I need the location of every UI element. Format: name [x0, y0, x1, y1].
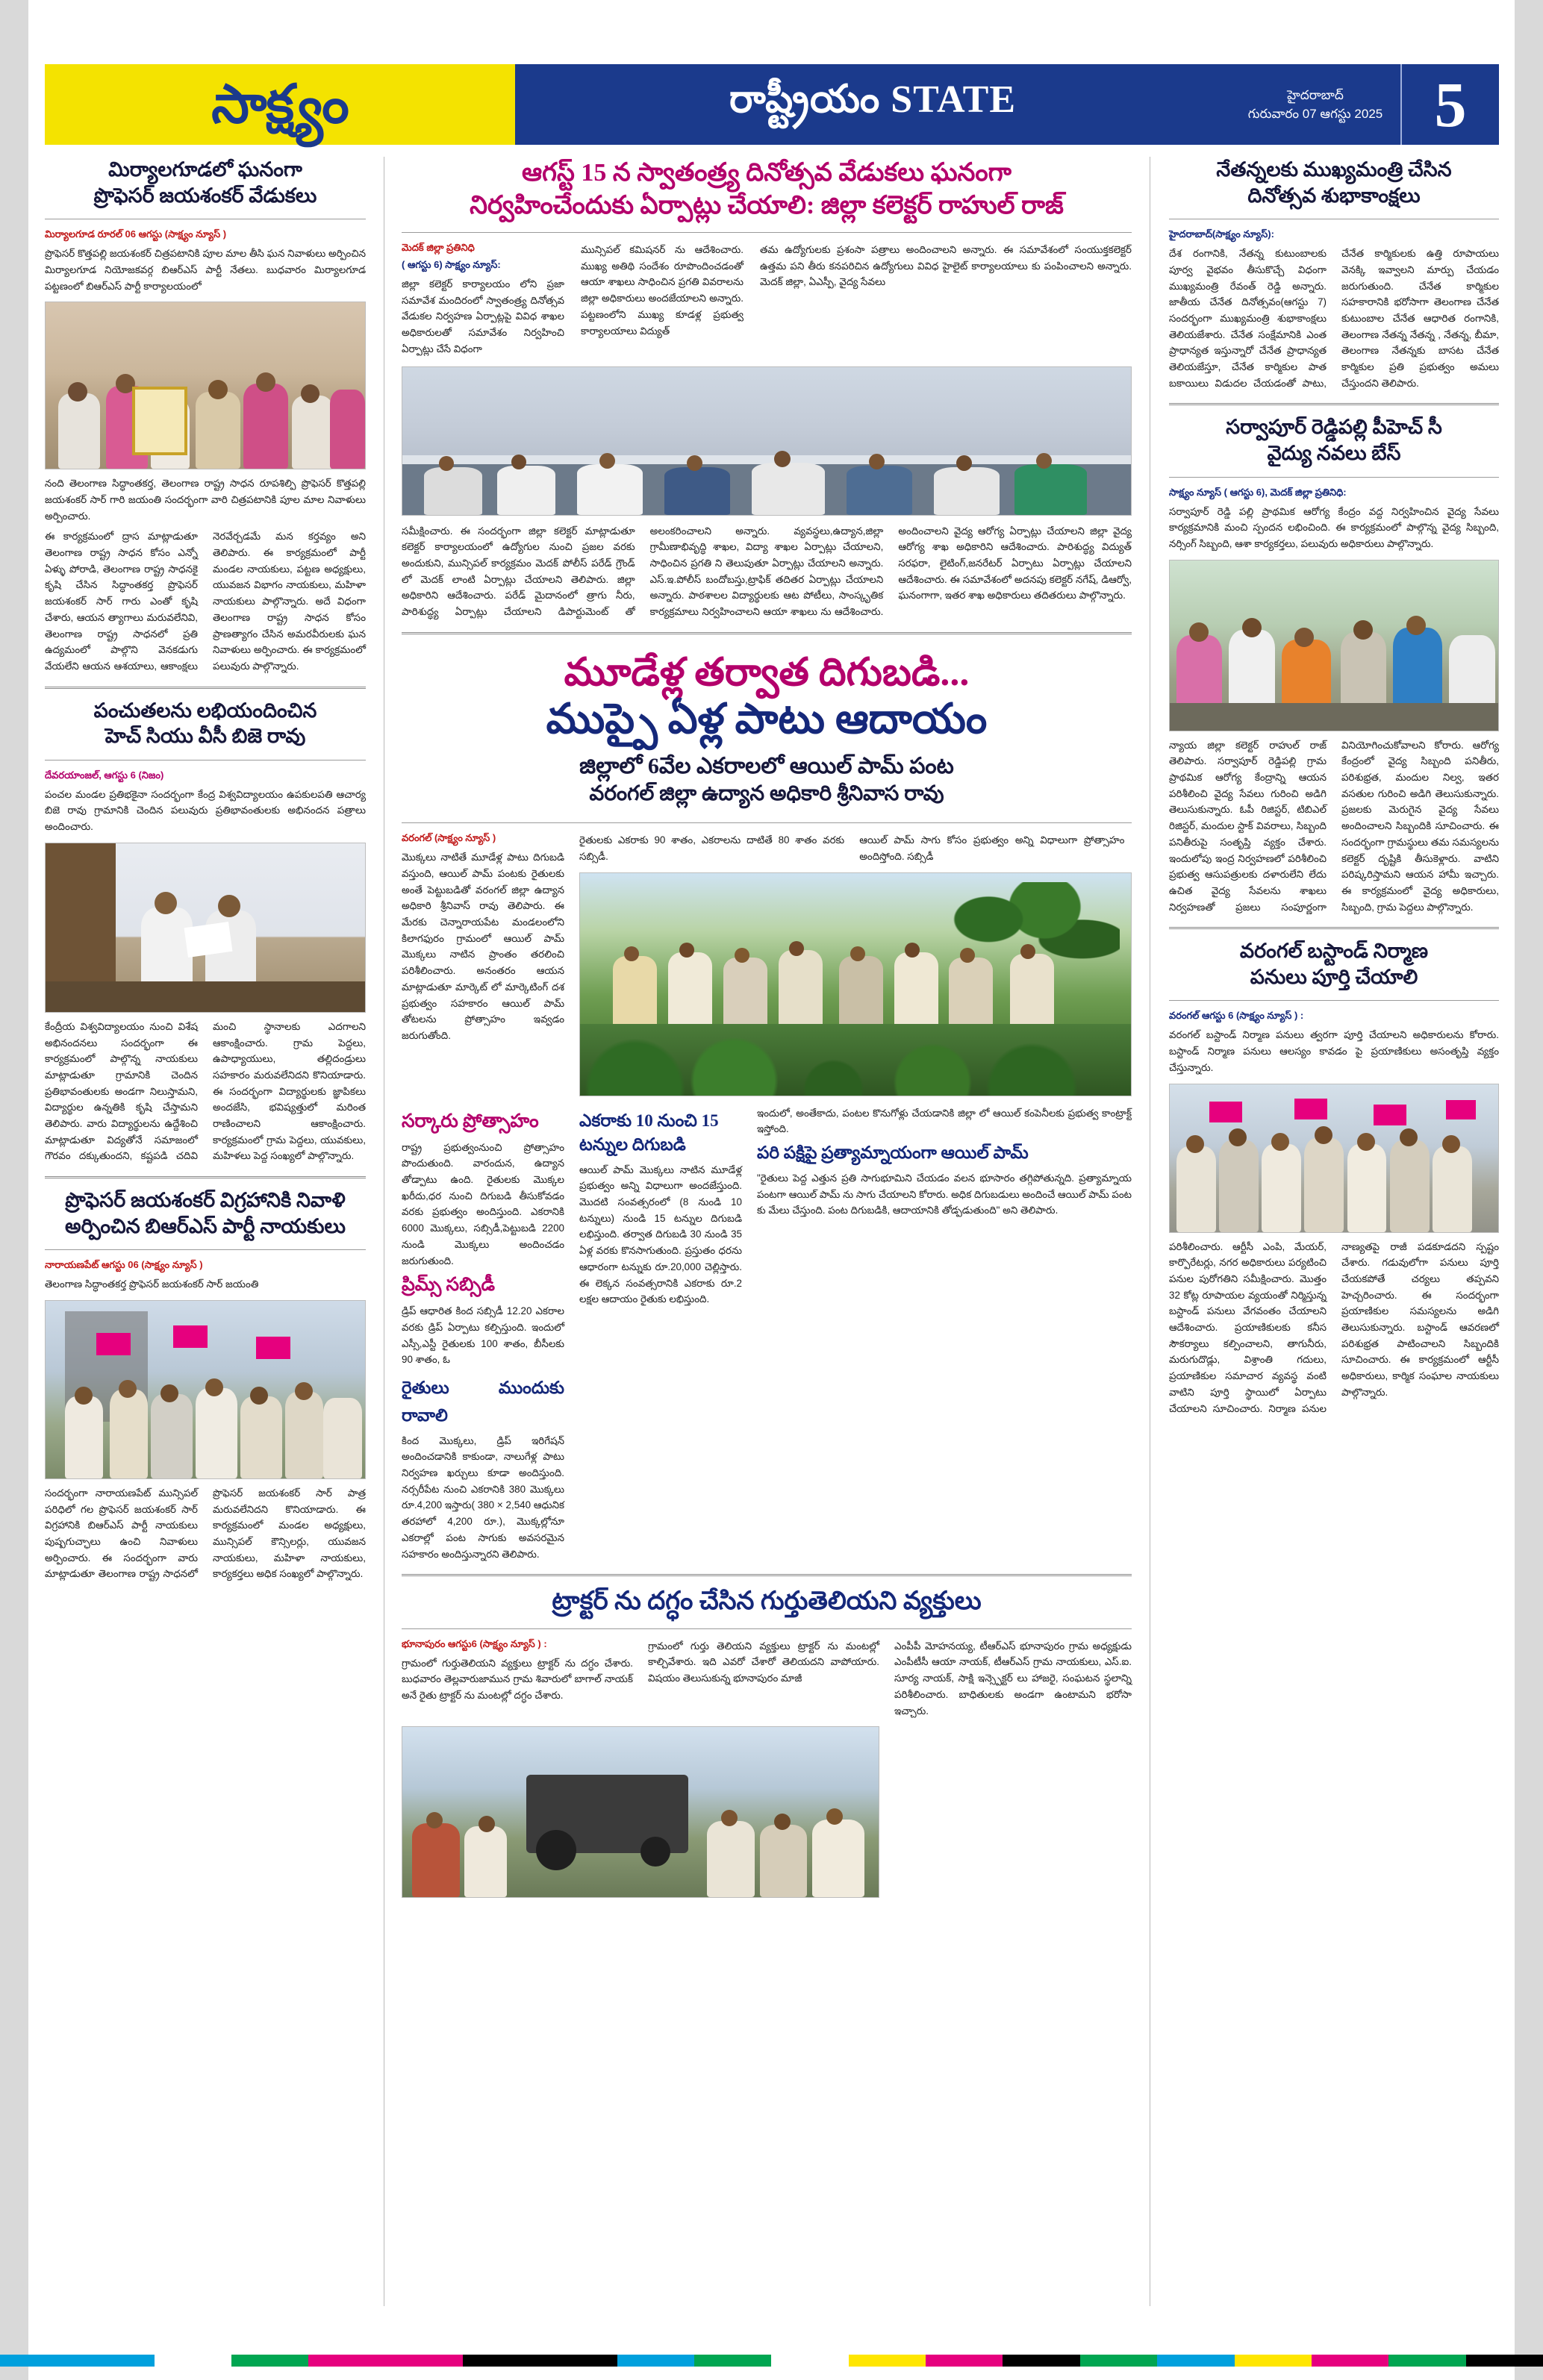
- lead-headline: ఆగస్ట్ 15 న స్వాతంత్ర్య దినోత్సవ వేడుకలు ఘనంగా నిర్వహించేందుకు ఏర్పాట్లు చేయాలి: జిల్లా కలెక్టర్ రాహుల్ రాజ్: [470, 159, 1064, 219]
- article-miryalaguda-byline: మిర్యాలగూడ రూరల్ 06 ఆగస్టు (సాక్ష్యం న్యూస్ ): [45, 228, 227, 240]
- feature-sub-col-1: [402, 1105, 564, 1368]
- feature-sub4-head: రైతులు ముందుకు రావాలి: [402, 1378, 564, 1425]
- feature-text-3: ఆయిల్ పామ్ సాగు కోసం ప్రభుత్వం అన్ని విధాలుగా ప్రోత్సాహం అందిస్తోంది. సబ్సిడీ: [859, 834, 1125, 862]
- middle-column: [402, 157, 1132, 1898]
- lead-body: [402, 523, 1132, 620]
- page-trim-left: [0, 0, 28, 2380]
- lead-text-3: తమ ఉద్యోగులకు ప్రశంసా పత్రాలు అందించాలని అన్నారు. ఈ సమావేశంలో సంయుక్తకలెక్టర్ ఉత్తమ పని తీరు కనపరిచిన ఉద్యోగులు వివిధ హైలైట్ కార్యాలయాలు కు పంపించాలని అన్నారు. మెదక్ జిల్లా, ఏఎస్పీ, వైద్య సేవలు: [760, 244, 1132, 288]
- divider: [1169, 1000, 1499, 1001]
- article-jayashankar-tribute-intro: తెలంగాణ సిద్ధాంతకర్త ప్రొఫెసర్ జయశంకర్ సార్ జయంతి: [45, 1278, 259, 1290]
- article-cm-handloom-greetings: [1169, 157, 1499, 391]
- feature-sub4-block: [402, 1374, 564, 1562]
- feature-col-sub-text: ఇందులో, అంతేకాదు, పంటల కొనుగోళ్లు చేయడానికి జిల్లా లో ఆయిల్ కంపెనీలకు ప్రభుత్వ కాంట్రాక్ట్ ఇస్తోంది.: [757, 1107, 1132, 1135]
- divider: [402, 1574, 1132, 1576]
- photo-phc-inspection: [1169, 560, 1499, 731]
- photo-oil-palm-field: [579, 872, 1132, 1096]
- phc-headline: సర్వాపూర్ రెడ్డిపల్లి పీహెచ్ సీ వైద్యు నవలు బేస్: [1226, 416, 1442, 464]
- tractor-text-2: గ్రామంలో గుర్తు తెలియని వ్యక్తులు ట్రాక్టర్ ను మంటల్లో కాల్చివేశారు. ఇది ఎవరో చేశారో తెలియదని వాపోయారు. విషయం తెలుసుకున్న భూనాపురం మాజీ: [648, 1640, 879, 1684]
- lead-body-3: అందించాలని వైద్య ఆరోగ్య ఏర్పాట్లు చేయాలని జిల్లా వైద్య ఆరోగ్య శాఖ అధికారిని ఆదేశించారు. పారిశుద్ధ్య విద్యుత్ సరఫరా, లైటింగ్,జనరేటర్ ఏర్పాటు ఏర్పాట్లు చేయాలని ఆదేశించారు. ఈ సమావేశంలో అదనపు కలెక్టర్ నగేష్, డిఆర్వో, ఘనంగాగా, ఇతర శాఖ అధికారులు తదితరులు పాల్గొన్నారు.: [898, 525, 1132, 602]
- feature-col-2: [579, 832, 1132, 1096]
- article-oil-palm-feature: [402, 643, 1132, 1562]
- lead-byline: మెదక్ జిల్లా ప్రతినిధి: [402, 242, 475, 254]
- masthead-section-title: రాష్ట్రీయం STATE: [729, 78, 1017, 121]
- article-hcu-vc-headline: పంచుతలను లభియందించిన హెచ్ సియు వీసీ బిజె రావు: [93, 699, 317, 748]
- bus-stand-headline: వరంగల్ బస్టాండ్ నిర్మాణ పనులు పూర్తి చేయాలి: [1239, 940, 1429, 988]
- photo-jayashankar-statue: [45, 1300, 366, 1479]
- divider: [1169, 403, 1499, 405]
- bus-stand-intro: వరంగల్ బస్టాండ్ నిర్మాణ పనులు త్వరగా పూర్తి చేయాలని అధికారులను కోరారు. బస్టాండ్ నిర్మాణ పనులు ఆలస్యం కావడం పై ప్రయాణికులు అసంతృప్తి వ్యక్తం చేస్తున్నారు.: [1169, 1029, 1499, 1073]
- article-jayashankar-tribute-body: సందర్భంగా నారాయణపేట్ మున్సిపల్ పరిధిలో గల ప్రొఫెసర్ జయశంకర్ సార్ విగ్రహానికి బిఆర్ఎస్ పార్టీ నాయకులు పుష్పగుచ్ఛాలు ఉంచి నివాళులు అర్పించారు. ఈ సందర్భంగా వారు మాట్లాడుతూ తెలంగాణ రాష్ట్ర సాధనలో ప్రొఫెసర్ జయశంకర్ సార్ పాత్ర మరువలేనిదని కొనియాడారు. ఈ కార్యక్రమంలో మండల అధ్యక్షులు, మున్సిపల్ కౌన్సిలర్లు, యువజన నాయకులు, మహిళా నాయకులు, కార్యకర్తలు అధిక సంఖ్యలో పాల్గొన్నారు.: [45, 1487, 366, 1580]
- tractor-col-2: [648, 1638, 879, 1720]
- divider: [45, 1249, 366, 1250]
- phc-byline: సాక్ష్యం న్యూస్ ( ఆగస్టు 6), మెదక్ జిల్లా ప్రతినిధి:: [1169, 486, 1347, 498]
- masthead-dateblock: [1230, 64, 1402, 145]
- lead-col-2: [581, 242, 744, 357]
- lead-body-2: డిపార్టుమెంట్ తో అలంకరించాలని అన్నారు. వ్యవస్థలు,ఉద్యాన,జిల్లా గ్రామీణాభివృద్ధి శాఖల, విద్యా శాఖల ఏర్పాట్లు చేయాలని, సాధించిన ప్రగతి ని తెలుపుతూ ఏర్పాట్లు చేయాలని అన్నారు. ఎస్.ఇ.పోలీస్ బందోబస్తు,ట్రాఫిక్ తదితర ఏర్పాట్లు చేయాలని అన్నారు. పాఠశాలల విద్యార్థులకు ఆట పోటీలు, సాంస్కృతిక కార్యక్రమాలు నిర్వహించాలని ఆయా శాఖలు ను ఆదేశించారు.: [558, 525, 884, 618]
- feature-sub-col-2: [579, 1105, 742, 1368]
- lead-byline-2: ( ఆగస్టు 6) సాక్ష్యం న్యూస్:: [402, 259, 501, 271]
- phc-intro: సర్వాపూర్ రెడ్డి పల్లి ప్రాథమిక ఆరోగ్య కేంద్రం వద్ద నిర్వహించిన వైద్య సేవలు కార్యక్రమానికి మంచి స్పందన లభించింది. ఈ కార్యక్రమంలో పాల్గొన్న వైద్య సిబ్బంది, నర్సింగ్ సిబ్బంది, ఆశా కార్యకర్తలు, పలువురు అధికారులు పాల్గొన్నారు.: [1169, 505, 1499, 549]
- divider: [402, 822, 1132, 823]
- masthead-section: [515, 64, 1230, 145]
- cm-handloom-byline: హైదరాబాద్(సాక్ష్యం న్యూస్):: [1169, 228, 1274, 240]
- feature-sub2-text: ఆయిల్ పామ్ మొక్కలు నాటిన మూడేళ్ల ప్రభుత్వం అన్ని విధాలుగా అందజేస్తుంది. మొదటి సంవత్సరంలో (8 నుండి 10 టన్నులు) నుండి 15 టన్నుల దిగుబడి లభిస్తుంది. తర్వాత దిగుబడి 30 నుండి 35 ఏళ్ల వరకు కొనసాగుతుంది. ప్రస్తుతం ధరను ఆధారంగా టన్నుకు రూ.20,000 చెల్లిస్తారు. ఈ లెక్కన సంవత్సరానికి ఎకరాకు రూ.2 లక్షల ఆదాయం రైతుకు లభిస్తుంది.: [579, 1164, 742, 1305]
- tractor-text-1: గ్రామంలో గుర్తుతెలియని వ్యక్తులు ట్రాక్టర్ ను దగ్ధం చేశారు. బుధవారం తెల్లవారుజామున గ్రామ శివారులో బాగాల్ నాయక్ అనే రైతు ట్రాక్టర్ ను మంటల్లో దగ్ధం చేశారు.: [402, 1657, 633, 1702]
- feature-subhead-1: జిల్లాలో 6వేల ఎకరాలలో ఆయిల్ పామ్ పంట: [579, 753, 954, 778]
- divider: [1169, 477, 1499, 478]
- article-jayashankar-tribute-byline: నారాయణపేట్ ఆగస్టు 06 (సాక్ష్యం న్యూస్ ): [45, 1259, 203, 1271]
- tractor-byline: భూనాపురం ఆగస్టు6 (సాక్ష్యం న్యూస్ ) :: [402, 1637, 547, 1649]
- divider: [45, 687, 366, 689]
- article-hcu-vc-body: కేంద్రీయ విశ్వవిద్యాలయం నుంచి విశేష అభినందనలు సందర్భంగా ఈ కార్యక్రమంలో పాల్గొన్న నాయకులు మాట్లాడుతూ గ్రామానికి చెందిన ప్రతిభావంతులకు అండగా నిలుస్తామని, విద్యార్థుల ఉన్నతికి కృషి చేస్తామని తెలిపారు. వారు విద్యార్థులను ఉద్దేశించి మాట్లాడుతూ విద్యతోనే సమాజంలో గౌరవం దక్కుతుందని, కష్టపడి చదివి మంచి స్థానాలకు ఎదగాలని ఆకాంక్షించారు. గ్రామ పెద్దలు, ఉపాధ్యాయులు, తల్లిదండ్రులు సహకారం మరువలేనిదని కొనియాడారు. ఈ సందర్భంగా విద్యార్థులకు జ్ఞాపికలు అందజేసి, భవిష్యత్తులో మరింత రాణించాలని ఆకాంక్షించారు. కార్యక్రమంలో గ్రామ పెద్దలు, యువకులు, మహిళలు పెద్ద సంఖ్యలో పాల్గొన్నారు.: [45, 1020, 366, 1162]
- article-miryalaguda-caption: నంది తెలంగాణ సిద్ధాంతకర్త, తెలంగాణ రాష్ట్ర సాధన రూపశిల్పి ప్రొఫెసర్ కొత్తపల్లి జయశంకర్ సార్ గారి జయంతి సందర్భంగా వారి చిత్రపటానికి పూల మాల నివాళులు అర్పించారు.: [45, 478, 366, 522]
- page-trim-right: [1515, 0, 1543, 2380]
- article-phc-medical-services: [1169, 414, 1499, 915]
- masthead-date: గురువారం 07 ఆగస్టు 2025: [1247, 107, 1383, 121]
- color-registration-bar: [0, 2355, 1543, 2367]
- feature-sub5-head: పరి పక్షిపై ప్రత్యామ్నాయంగా ఆయిల్ పామ్: [757, 1143, 1029, 1163]
- feature-headline-1: మూడేళ్ల తర్వాత దిగుబడి...: [564, 651, 970, 694]
- feature-sub1-head: సర్కారు ప్రోత్సాహం: [402, 1111, 539, 1131]
- feature-subhead-2: వరంగల్ జిల్లా ఉద్యాన అధికారి శ్రీనివాస రావు: [589, 781, 944, 805]
- masthead-logo-text: సాక్ష్యం: [211, 75, 349, 134]
- article-miryalaguda-body: ఈ కార్యక్రమంలో ద్రాస మాట్లాడుతూ తెలంగాణ రాష్ట్ర సాధన కోసం ఎన్నో ఏళ్ళు పోరాడి, తెలంగాణ రాష్ట్ర సాధనకై కృషి చేసిన సిద్ధాంతకర్త ప్రొఫెసర్ జయశంకర్ సార్ గారు ఎంతో కృషి చేశారు, ఆయన త్యాగాలు మరువలేనివి, తెలంగాణ రాష్ట్ర సాధనలో ప్రతి ఉద్యమంలో పాల్గొని వెనకడుగు వేయలేని ఆయన ఆశయాలు, ఆకాంక్షలు నెరవేర్చడమే మన కర్తవ్యం అని తెలిపారు. ఈ కార్యక్రమంలో పార్టీ మండల నాయకులు, పట్టణ అధ్యక్షులు, యువజన విభాగం నాయకులు, మహిళా నాయకులు పాల్గొన్నారు. అదే విధంగా తెలంగాణ రాష్ట్ర సాధన కోసం ప్రాణత్యాగం చేసిన అమరవీరులకు ఘన నివాళులు అర్పించారు. ఈ కార్యక్రమంలో పలువురు పాల్గొన్నారు.: [45, 531, 366, 672]
- feature-text-1: మొక్కలు నాటితే మూడేళ్ల పాటు దిగుబడి వస్తుంది, ఆయిల్ పామ్ పంటకు రైతులకు అంతే పెట్టుబడితో వరంగల్ జిల్లా ఉద్యాన అధికారి శ్రీనివాస్ రావు తెలిపారు. ఈ మేరకు చెన్నారాయపేట మండలంలోని కిలాగఫురం గ్రామంలో ఆయిల్ పామ్ మొక్కలు నాటిన ప్రాంతం తరలించి పరిశీలించారు. అనంతరం ఆయన మాట్లాడుతూ మార్కెట్ లో మార్కెటింగ్ దశ ప్రభుత్వం సహకారం ఆయిల్ పామ్ తోటలను ప్రోత్సాహం ఇవ్వడం జరుగుతోంది.: [402, 852, 564, 1041]
- feature-headline-2: ముప్పై ఏళ్ల పాటు ఆదాయం: [546, 696, 988, 743]
- article-jayashankar-tribute: [45, 1187, 366, 1582]
- divider: [402, 1628, 1132, 1629]
- feature-sub4-text: కింద మొక్కలు, డ్రిప్ ఇరిగేషన్ అందించడానికి కాకుండా, నాలుగేళ్ల పాటు నిర్వహణ ఖర్చులు కూడా అందిస్తుంది. నర్సరీపేట నుంచి ఎకరానికి 380 మొక్కలు రూ.4,200 ఇస్తారు( 380 × 2,540 ఆధునిక తరహాలో 4,200 రూ.), మొక్కల్లోనూ ఎకరాల్లో పంట సాగుకు అవసరమైన సహకారం అందిస్తున్నారని తెలిపారు.: [402, 1434, 564, 1560]
- feature-sub3-head: ప్రిమ్స్ సబ్సిడీ: [402, 1275, 496, 1296]
- article-hcu-vc-intro: పంచల మండల ప్రతిభకైనా సందర్భంగా కేంద్ర విశ్వవిద్యాలయం ఉపకులపతి ఆచార్య బిజె రావు గ్రామానికి చెందిన పలువురు ప్రతిభావంతులకు అభినందన పత్రాలు అందించారు.: [45, 788, 366, 833]
- feature-sub5-text: "రైతులు పెద్ద ఎత్తున ప్రతి సాగుభూమిని చేయడం వలన భూసారం తగ్గిపోతున్నది. ప్రత్యామ్నాయ పంటగా ఆయిల్ పామ్ ను సాగు చేయాలని కోరారు. అధిక దిగుబడులు అందించే ఆయిల్ పామ్ పంట కు మేలు చేస్తుంది. పంట దిగుబడికి, ఆదాయానికి తోడ్పడుతుంది" అని తెలిపారు.: [757, 1172, 1132, 1216]
- masthead-logo: [45, 64, 515, 145]
- article-miryalaguda-intro: ప్రొఫెసర్ కొత్తపల్లి జయశంకర్ చిత్రపటానికి పూల మాల తీసి ఘన నివాళులు అర్పించిన మిర్యాలగూడ నియోజకవర్గ బిఆర్ఎస్ పార్టీ నేతలు. బుధవారం మిర్యాలగూడ పట్టణంలో బిఆర్ఎస్ పార్టీ కార్యాలయంలో: [45, 248, 366, 292]
- feature-bottom-row: [402, 1105, 1132, 1368]
- article-miryalaguda-headline: మిర్యాలగూడలో ఘనంగా ప్రొఫెసర్ జయశంకర్ వేడుకలు: [93, 158, 317, 207]
- article-hcu-vc: [45, 698, 366, 1165]
- article-jayashankar-tribute-headline: ప్రొఫెసర్ జయశంకర్ విగ్రహానికి నివాళి అర్పించిన బిఆర్ఎస్ పార్టీ నాయకులు: [64, 1189, 346, 1237]
- bus-stand-byline: వరంగల్ ఆగస్టు 6 (సాక్ష్యం న్యూస్ ) :: [1169, 1010, 1304, 1022]
- article-independence-day-arrangements: [402, 157, 1132, 620]
- lead-body-1: సమీక్షించారు. ఈ సందర్భంగా జిల్లా కలెక్టర్ మాట్లాడుతూ కలెక్టర్ కార్యాలయంలో ఉద్యోగుల నుంచి ప్రజల వరకు అందుకుని, మున్సిపల్ కార్యక్రమం మెదక్ పోలీస్ పరేడ్ గ్రౌండ్ లో మెదక్ లాంటి ఏర్పాట్లు చేయాలని తెలిపారు. జిల్లా అధికారిని ఆదేశించారు. పరేడ్ మైదానంలో త్రాగు నీరు, పారిశుద్ధ్య ఏర్పాట్లు చేయాలని: [402, 525, 635, 618]
- feature-sub2-head: ఎకరాకు 10 నుంచి 15 టన్నుల దిగుబడి: [579, 1111, 719, 1154]
- article-miryalaguda: [45, 157, 366, 675]
- page-number: 5: [1402, 64, 1499, 145]
- photo-burned-tractor: [402, 1726, 879, 1898]
- feature-text-2: రైతులకు ఎకరాకు 90 శాతం, ఎకరాలను దాటితే 80 శాతం వరకు సబ్సిడీ.: [579, 834, 845, 862]
- feature-col-1: [402, 832, 564, 1096]
- photo-miryalaguda-event: [45, 302, 366, 469]
- divider: [45, 1176, 366, 1178]
- feature-byline: వరంగల్ (సాక్ష్యం న్యూస్ ): [402, 832, 496, 844]
- photo-collector-review-meeting: [402, 366, 1132, 516]
- tractor-col-3: [894, 1638, 1132, 1720]
- cm-handloom-body: దేశ రంగానికి, నేతన్న కుటుంబాలకు పూర్వ వైభవం తీసుకొచ్చే విధంగా ముఖ్యమంత్రి రేవంత్ రెడ్డి అన్నారు. జాతీయ చేనేత దినోత్సవం(ఆగస్టు 7) సందర్భంగా ముఖ్యమంత్రి శుభాకాంక్షలు తెలియజేశారు. చేనేత సంక్షేమానికి ఎంత ప్రాధాన్యత ఇస్తున్నారో చేనేత ప్రాధాన్యత తెలియజేస్తూ, చేనేత కార్మికుల పాత బకాయిలు విడుదల చేయడంతో పాటు, చేనేత కార్మికులకు ఉత్తి రూపాయలు వెనక్కి ఇవ్వాలని మార్పు చేయడం జరుగుతుంది. చేనేత కార్మికుల సహకారానికి భరోసాగా తెలంగాణ చేనేత కుటుంబాల చేనేత ఆధారిత రంగానికి, తెలంగాణ నేతన్న నేతన్న , నేతన్న, బీమా, తెలంగాణ నేతన్నకు బాసట చేనేత కార్మికుల ప్రతి ప్రభుత్వం అమలు చేస్తుందని తెలిపారు.: [1169, 248, 1499, 389]
- feature-top-row: [402, 832, 1132, 1096]
- article-hcu-vc-dateline: దేవరయాంజల్, ఆగస్టు 6 (నిజం): [45, 769, 164, 781]
- tractor-headline: ట్రాక్టర్ ను దగ్ధం చేసిన గుర్తుతెలియని వ్యక్తులు: [552, 1587, 982, 1616]
- bus-stand-body: పరిశీలించారు. ఆర్టీసీ ఎంపి, మేయర్, కార్పొరేటర్లు, నగర అధికారులు పర్యటించి పనుల పురోగతిని సమీక్షించారు. మొత్తం 32 కోట్ల రూపాయల వ్యయంతో నిర్మిస్తున్న బస్టాండ్ పనులు వేగవంతం చేయాలని ఆదేశించారు. ప్రయాణికులకు కనీస సౌకర్యాలు కల్పించాలని, తాగునీరు, మరుగుదొడ్లు, విశ్రాంతి గదులు, ప్రయాణికుల సమాచార వ్యవస్థ వంటి వాటిని పూర్తి స్థాయిలో ఏర్పాటు చేయాలని సూచించారు. నిర్మాణ పనుల నాణ్యతపై రాజీ పడకూడదని స్పష్టం చేశారు. గడువులోగా పనులు పూర్తి చేయకపోతే చర్యలు తప్పవని హెచ్చరించారు. ఈ సందర్భంగా ప్రయాణికుల సమస్యలను అడిగి తెలుసుకున్నారు. బస్టాండ్ ఆవరణలో పరిశుభ్రత పాటించాలని సిబ్బందికి సూచించారు. ఈ కార్యక్రమంలో ఆర్టీసీ అధికారులు, కార్మిక సంఘాల నాయకులు పాల్గొన్నారు.: [1169, 1240, 1499, 1414]
- masthead: [45, 64, 1499, 145]
- phc-body: న్యాయ జిల్లా కలెక్టర్ రాహుల్ రాజ్ తెలిపారు. సర్వాపూర్ రెడ్డిపల్లి గ్రామ ప్రాథమిక ఆరోగ్య కేంద్రాన్ని ఆయన పరిశీలించి వైద్య సేవలు గురించి అడిగి తెలుసుకున్నారు. ఓపీ రిజిస్టర్, టిబిఎల్ రిజిస్టర్, మందుల స్టాక్ వివరాలు, సిబ్బంది పనితీరుపై సంతృప్తి వ్యక్తం చేశారు. ఇందులోపు ఇంద్ర నిర్వహణలో పరిశీలించి ప్రభుత్వ ఆసుపత్రులకు దళారులేని లేదు ఉచిత వైద్య సేవలను శాఖలు నిర్వహణతో ప్రజలు సంపూర్ణంగా వినియోగించుకోవాలని కోరారు. ఆరోగ్య కేంద్రంలో వైద్య సిబ్బంది పనితీరు, పరిశుభ్రత, మందుల నిల్వ, ఇతర వసతుల గురించి అడిగి తెలుసుకున్నారు. ప్రజలకు మెరుగైన వైద్య సేవలు అందించాలని సిబ్బందికి సూచించారు. ఈ సందర్భంగా గ్రామస్థులు తమ సమస్యలను కలెక్టర్ దృష్టికి తీసుకెళ్లారు. వాటిని పరిష్కరిస్తామని ఆయన హామీ ఇచ్చారు. ఈ కార్యక్రమంలో వైద్య అధికారులు, సిబ్బంది, గ్రామ పెద్దలు పాల్గొన్నారు.: [1169, 739, 1499, 913]
- right-column: [1169, 157, 1499, 1417]
- divider: [402, 632, 1132, 634]
- article-warangal-bus-stand: [1169, 938, 1499, 1417]
- masthead-edition: హైదరాబాద్: [1287, 87, 1344, 102]
- lead-text-1: జిల్లా కలెక్టర్ కార్యాలయం లోని ప్రజా సమావేశ మందిరంలో స్వాతంత్ర్య దినోత్సవ వేడుకల నిర్వహణ ఏర్పాట్లపై వివిధ శాఖల అధికారులతో సమావేశం నిర్వహించి ఏర్పాట్లు చేసే విధంగా: [402, 278, 564, 354]
- photo-bus-stand-visit: [1169, 1084, 1499, 1233]
- lead-top-row: [402, 242, 1132, 357]
- divider: [1169, 927, 1499, 929]
- article-tractor-burned: [402, 1585, 1132, 1898]
- tractor-col-1: [402, 1638, 633, 1720]
- cm-handloom-headline: నేతన్నలకు ముఖ్యమంత్రి చేసిన దినోత్సవ శుభాకాంక్షలు: [1216, 158, 1452, 207]
- photo-hcu-vc-felicitation: [45, 843, 366, 1013]
- feature-sub3-text: డ్రిప్ ఆధారిత కింద సబ్సిడీ 12.20 ఎకరాల వరకు డ్రిప్ ఏర్పాటు కల్పిస్తుంది. ఇందులో ఎస్సీ,ఎస్టీ రైతులకు 100 శాతం, బీసీలకు 90 శాతం, ఓ: [402, 1305, 564, 1366]
- tractor-row: [402, 1638, 1132, 1720]
- divider: [402, 232, 1132, 233]
- left-column: [45, 157, 366, 1582]
- lead-col-1: [402, 242, 564, 357]
- feature-sub1-text: రాష్ట్ర ప్రభుత్వంనుంచి ప్రోత్సాహం పొందుతుంది. వారందున, ఉద్యాన తోడ్పాటు ఉంది. రైతులకు మొక్కల ఖరీదు,ధర నుంచి దిగుబడి తీసుకోవడం వరకు ప్రభుత్వం అందిస్తుంది. ఎకరానికి 6000 మొక్కలు, సబ్సిడీ,పెట్టుబడి 2200 నుండి మొక్కలు అందించడం జరుగుతుంది.: [402, 1141, 564, 1266]
- feature-headline-block: [402, 643, 1132, 812]
- lead-text-2: మున్సిపల్ కమిషనర్ ను ఆదేశించారు. ముఖ్య అతిథి సందేశం రూపొందించడంతో ఆయా శాఖలు సాధించిన ప్రగతి వివరాలను జిల్లా అధికారులు అందజేయాలని అన్నారు. పట్టణంలోని ముఖ్య కూడళ్ల ప్రభుత్వ కార్యాలయాలు విద్యుత్: [581, 244, 744, 337]
- tractor-text-3: ఎంపీపీ మోహనయ్య, టీఆర్ఎస్ భూనాపురం గ్రామ అధ్యక్షుడు ఎంపీటీసీ ఆయా నాయక్, టీఆర్ఎస్ గ్రామ నాయకులు, ఎస్.ఐ. సూర్య నాయక్, సాక్షి ఇన్స్పెక్టర్ లు హాజరై, సంఘటన స్థలాన్ని పరిశీలించారు. బాధితులకు అండగా ఉంటామని భరోసా ఇచ్చారు.: [894, 1640, 1132, 1717]
- lead-col-3: [760, 242, 1132, 357]
- feature-sub-col-3: [757, 1105, 1132, 1368]
